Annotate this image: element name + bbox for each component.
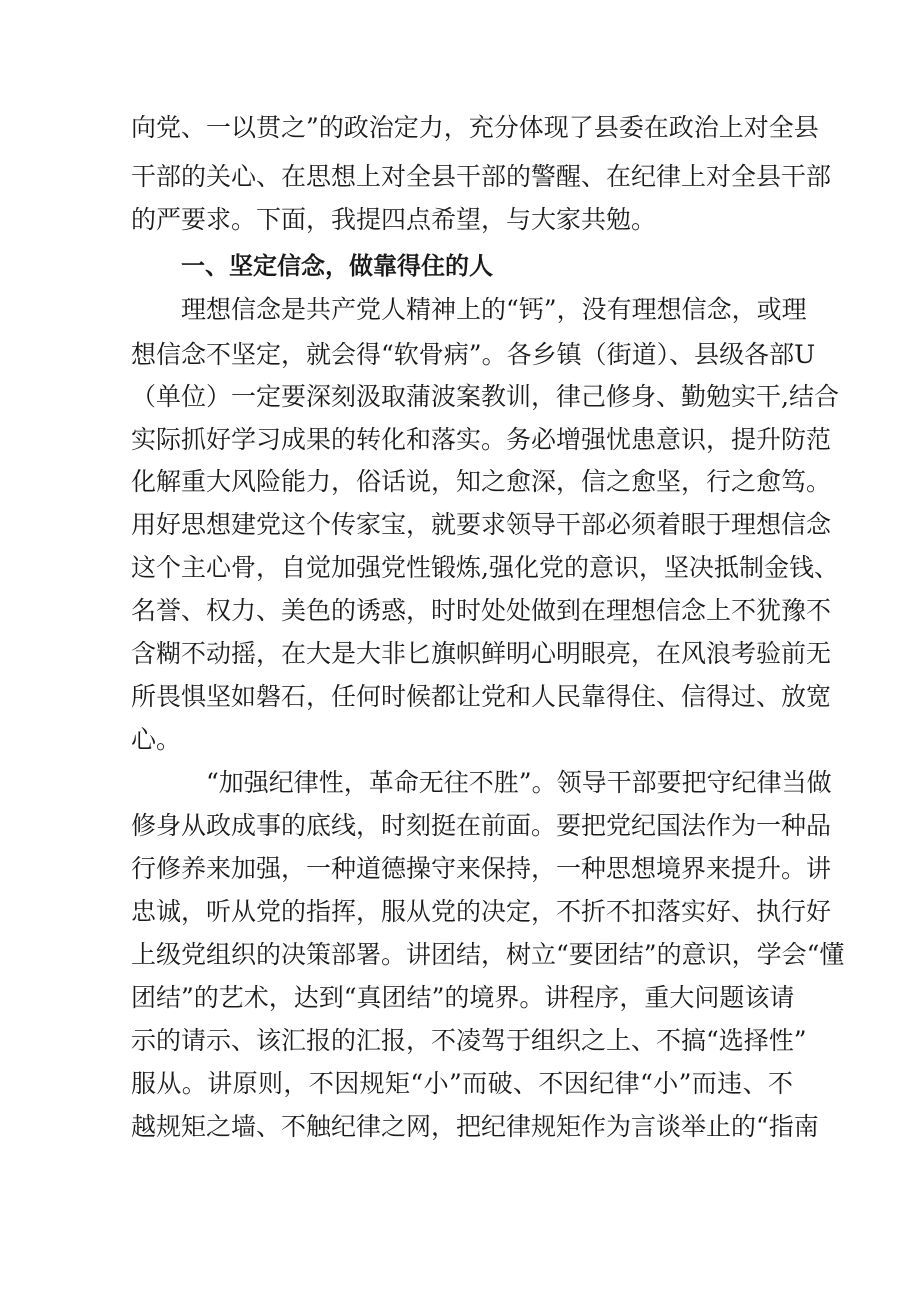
paragraph-line: 这个主心骨，自觉加强党性锻炼,强化党的意识，坚决抵制金钱、 — [131, 553, 839, 582]
paragraph-line: 修身从政成事的底线，时刻挺在前面。要把党纪国法作为一种品 — [131, 811, 832, 840]
paragraph-line: 行修养来加强，一种道德操守来保持，一种思想境界来提升。讲 — [131, 854, 832, 883]
section-heading: 一、坚定信念，做靠得住的人 — [181, 252, 493, 280]
paragraph-line: 心。 — [131, 725, 182, 754]
paragraph-line: 示的请示、该汇报的汇报，不凌驾于组织之上、不搞“选择性” — [131, 1026, 807, 1055]
intro-line: 的严要求。下面，我提四点希望，与大家共勉。 — [131, 205, 657, 234]
paragraph-line: （单位）一定要深刻汲取蒲波案教训，律己修身、勤勉实干,结合 — [131, 382, 839, 411]
paragraph-line: 含糊不动摇，在大是大非匕旗帜鲜明心明眼亮，在风浪考验前无 — [131, 639, 832, 668]
paragraph-line: 忠诚，听从党的指挥，服从党的决定，不折不扣落实好、执行好 — [131, 897, 832, 926]
intro-line: 干部的关心、在思想上对全县干部的警醒、在纪律上对全县干部 — [131, 162, 832, 191]
paragraph-line: 名誉、权力、美色的诱惑，时时处处做到在理想信念上不犹豫不 — [131, 596, 832, 625]
paragraph-line: 服从。讲原则，不因规矩“小”而破、不因纪律“小”而违、不 — [131, 1069, 793, 1098]
paragraph-line: 上级党组织的决策部署。讲团结，树立“要团结”的意识，学会“懂 — [131, 940, 845, 969]
paragraph-line: “加强纪律性，革命无往不胜”。领导干部要把守纪律当做 — [131, 768, 832, 797]
intro-line: 向党、一以贯之”的政治定力，充分体现了县委在政治上对全县 — [131, 113, 819, 142]
paragraph-line: 越规矩之墙、不触纪律之网，把纪律规矩作为言谈举止的“指南 — [131, 1112, 819, 1141]
paragraph-line: 团结”的艺术，达到“真团结”的境界。讲程序，重大问题该请 — [131, 983, 795, 1012]
paragraph-line: 所畏惧坚如磐石，任何时候都让党和人民靠得住、信得过、放宽 — [131, 682, 832, 711]
paragraph-line: 想信念不坚定，就会得“软骨病”。各乡镇（街道）、县级各部U — [131, 340, 816, 369]
paragraph-line: 用好思想建党这个传家宝，就要求领导干部必须着眼于理想信念 — [131, 510, 832, 539]
paragraph-line: 理想信念是共产党人精神上的“钙”，没有理想信念，或理 — [131, 295, 807, 324]
paragraph-line: 实际抓好学习成果的转化和落实。务必增强忧患意识，提升防范 — [131, 425, 832, 454]
paragraph-line: 化解重大风险能力，俗话说，知之愈深，信之愈坚，行之愈笃。 — [131, 467, 832, 496]
